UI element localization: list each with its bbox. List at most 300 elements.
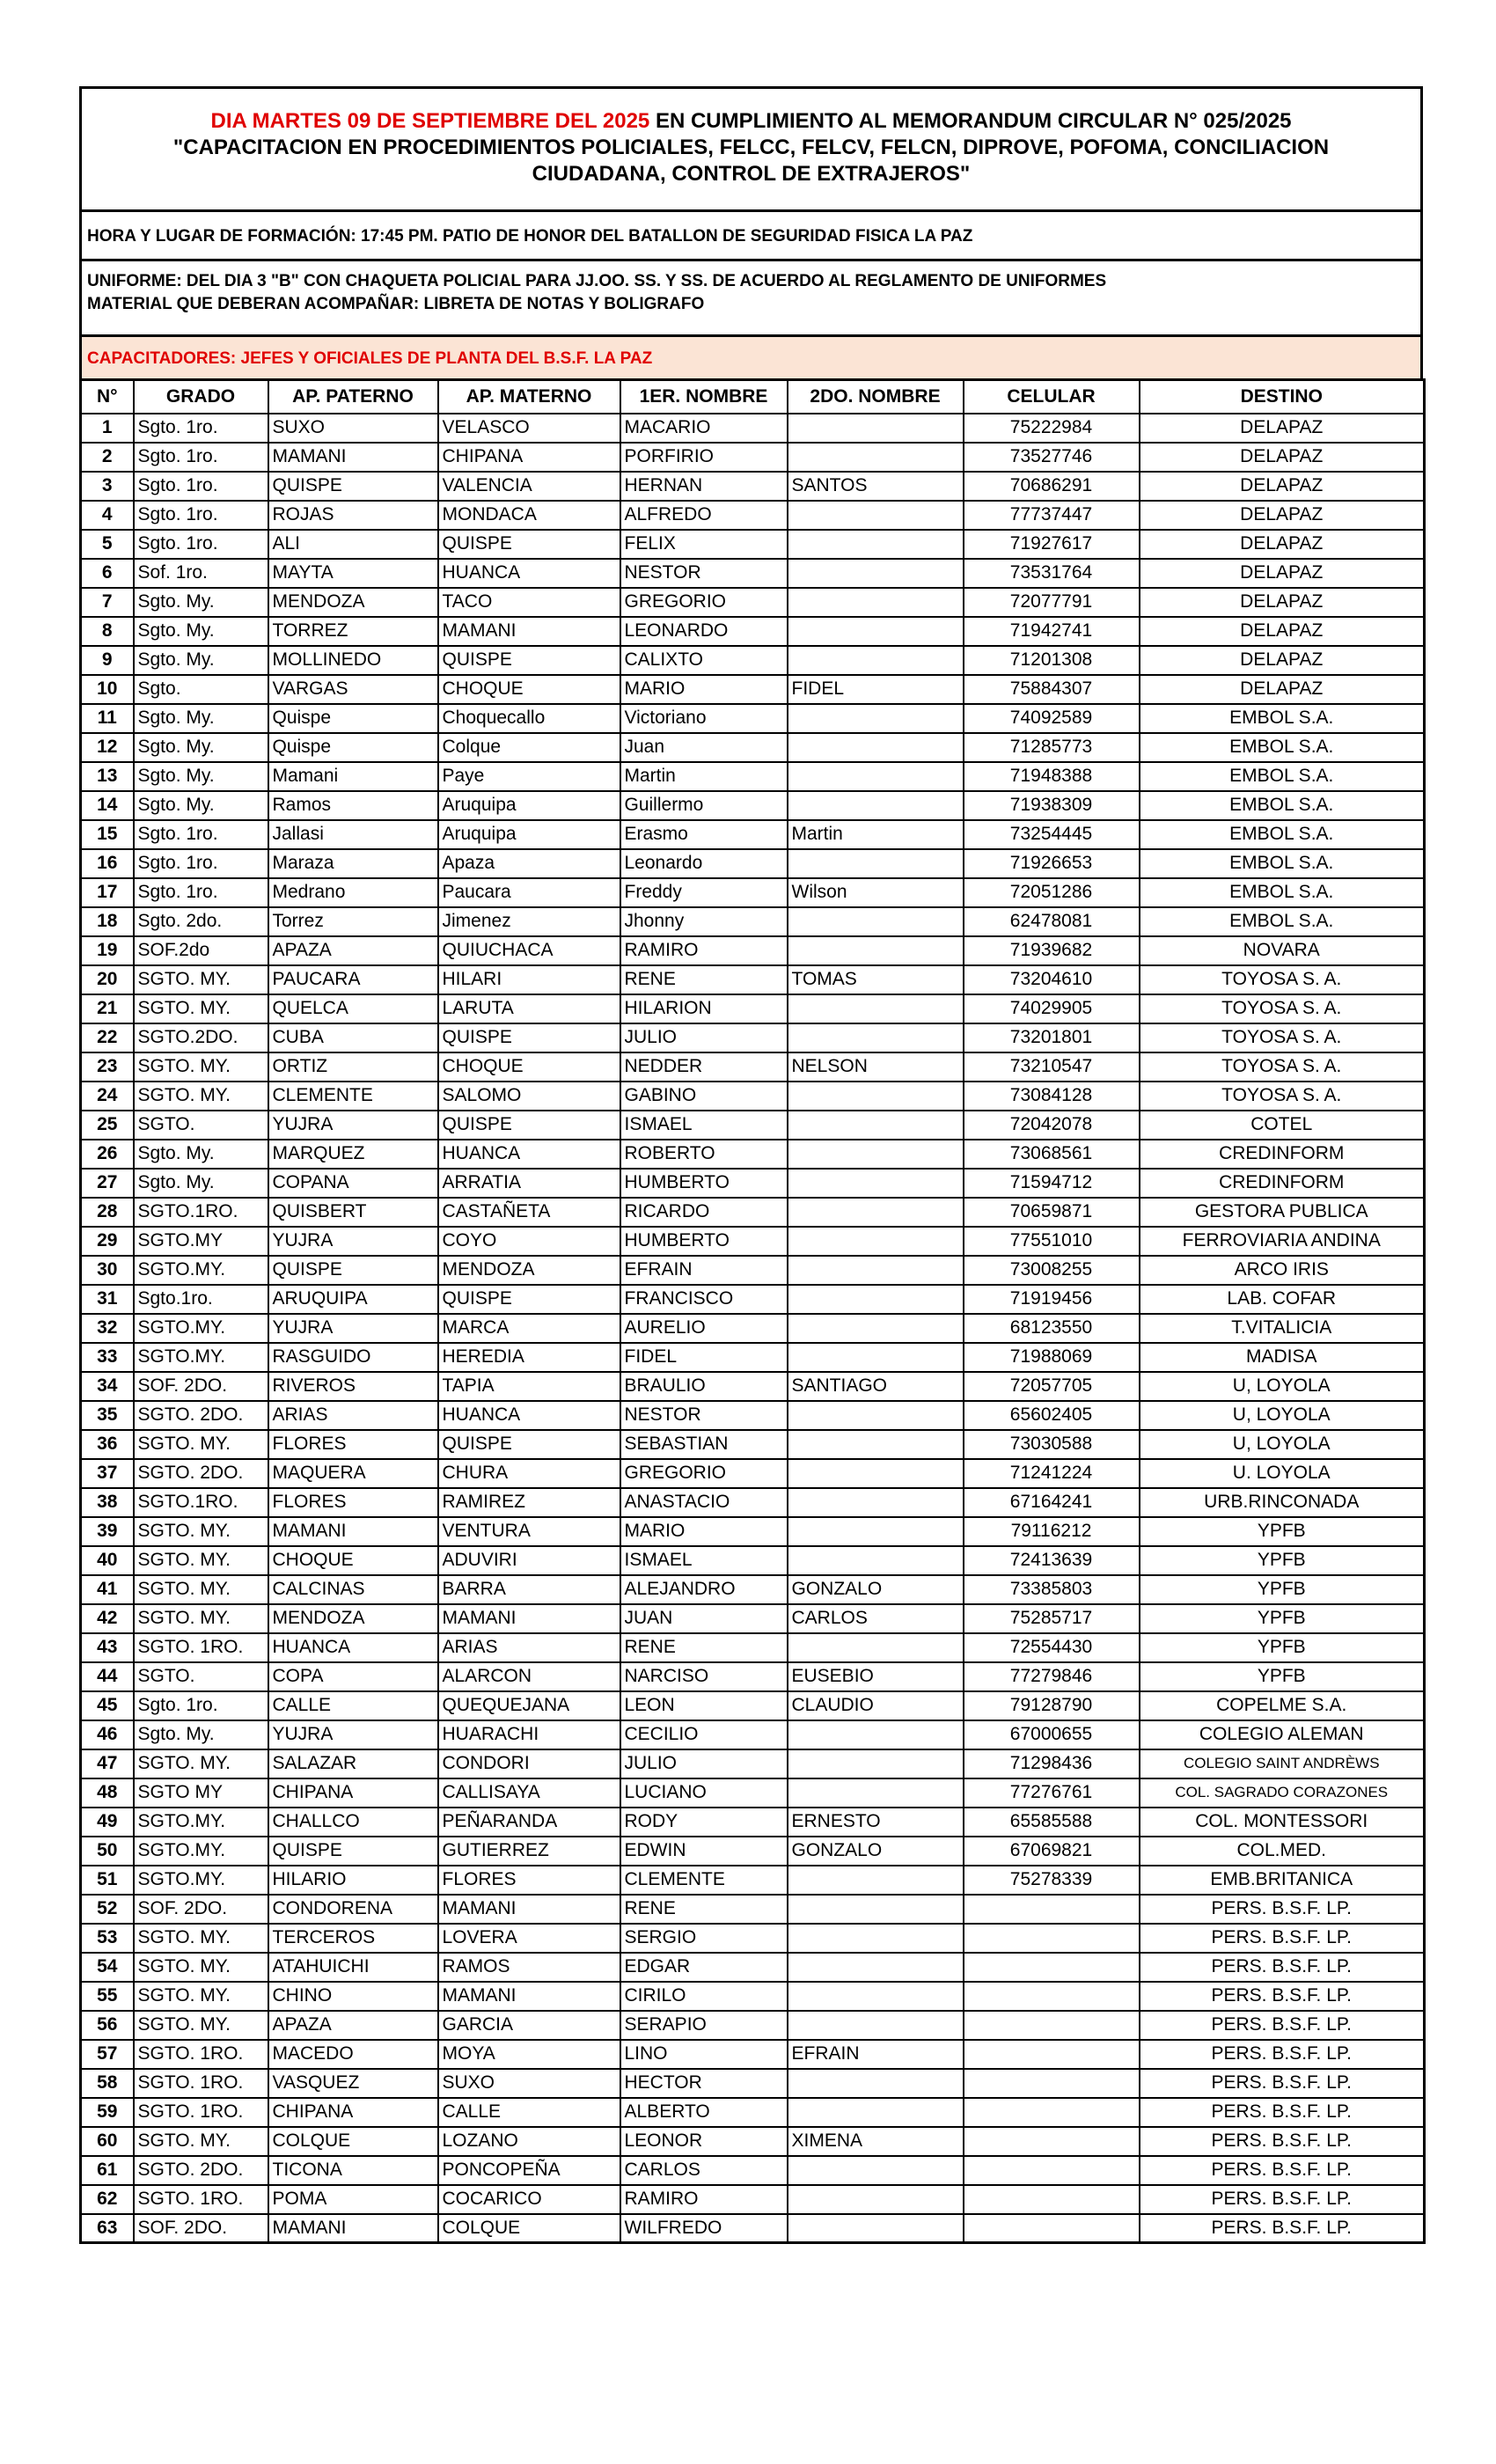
cell-col-number: 36 xyxy=(81,1430,134,1459)
cell-col-destination: DELAPAZ xyxy=(1140,472,1425,501)
cell-col-maternal: MAMANI xyxy=(438,1604,620,1633)
cell-col-paternal: VARGAS xyxy=(268,675,438,704)
cell-col-second-name xyxy=(788,2069,964,2098)
table-row xyxy=(81,936,1425,965)
cell-col-grade: Sgto. 1ro. xyxy=(134,501,268,530)
cell-col-destination: COTEL xyxy=(1140,1111,1425,1140)
table-row xyxy=(81,965,1425,994)
cell-col-paternal: Jallasi xyxy=(268,820,438,849)
cell-col-second-name xyxy=(788,2156,964,2185)
cell-col-second-name xyxy=(788,617,964,646)
cell-col-second-name: SANTOS xyxy=(788,472,964,501)
cell-col-grade: SGTO. 1RO. xyxy=(134,2185,268,2214)
cell-col-second-name xyxy=(788,646,964,675)
cell-col-first-name: RICARDO xyxy=(620,1198,788,1227)
cell-col-paternal: APAZA xyxy=(268,936,438,965)
cell-col-paternal: MAMANI xyxy=(268,2214,438,2243)
cell-col-second-name xyxy=(788,1285,964,1314)
table-row xyxy=(81,1459,1425,1488)
cell-col-second-name xyxy=(788,762,964,791)
cell-col-phone: 74029905 xyxy=(964,994,1140,1023)
cell-col-phone xyxy=(964,2127,1140,2156)
cell-col-first-name: MACARIO xyxy=(620,414,788,443)
table-row xyxy=(81,1401,1425,1430)
cell-col-maternal: QUISPE xyxy=(438,1111,620,1140)
cell-col-destination: ARCO IRIS xyxy=(1140,1256,1425,1285)
cell-col-first-name: JUAN xyxy=(620,1604,788,1633)
cell-col-maternal: COCARICO xyxy=(438,2185,620,2214)
table-row xyxy=(81,1517,1425,1546)
cell-col-grade: SGTO. MY. xyxy=(134,1430,268,1459)
cell-col-paternal: Mamani xyxy=(268,762,438,791)
cell-col-number: 46 xyxy=(81,1720,134,1749)
cell-col-first-name: Victoriano xyxy=(620,704,788,733)
cell-col-second-name xyxy=(788,1459,964,1488)
cell-col-first-name: RENE xyxy=(620,965,788,994)
cell-col-maternal: HUARACHI xyxy=(438,1720,620,1749)
cell-col-grade: Sgto. My. xyxy=(134,791,268,820)
cell-col-number: 40 xyxy=(81,1546,134,1575)
cell-col-second-name xyxy=(788,733,964,762)
cell-col-maternal: COYO xyxy=(438,1227,620,1256)
cell-col-first-name: NARCISO xyxy=(620,1662,788,1691)
cell-col-number: 20 xyxy=(81,965,134,994)
cell-col-grade: Sgto. 2do. xyxy=(134,907,268,936)
cell-col-paternal: TERCEROS xyxy=(268,1924,438,1953)
cell-col-destination: NOVARA xyxy=(1140,936,1425,965)
cell-col-paternal: QUISBERT xyxy=(268,1198,438,1227)
cell-col-paternal: YUJRA xyxy=(268,1111,438,1140)
cell-col-first-name: EDGAR xyxy=(620,1953,788,1982)
table-row xyxy=(81,1285,1425,1314)
table-row xyxy=(81,733,1425,762)
cell-col-maternal: CHURA xyxy=(438,1459,620,1488)
cell-col-second-name xyxy=(788,1430,964,1459)
cell-col-second-name xyxy=(788,1778,964,1808)
cell-col-destination: CREDINFORM xyxy=(1140,1140,1425,1169)
cell-col-phone xyxy=(964,2011,1140,2040)
cell-col-paternal: MAYTA xyxy=(268,559,438,588)
cell-col-maternal: PONCOPEÑA xyxy=(438,2156,620,2185)
material-info: MATERIAL QUE DEBERAN ACOMPAÑAR: LIBRETA DE NOTAS Y BOLIGRAFO xyxy=(87,295,705,313)
table-row xyxy=(81,1488,1425,1517)
cell-col-number: 61 xyxy=(81,2156,134,2185)
cell-col-second-name xyxy=(788,2185,964,2214)
cell-col-destination: COPELME S.A. xyxy=(1140,1691,1425,1720)
cell-col-grade: SGTO. xyxy=(134,1662,268,1691)
cell-col-first-name: RAMIRO xyxy=(620,936,788,965)
cell-col-destination: PERS. B.S.F. LP. xyxy=(1140,1982,1425,2011)
cell-col-maternal: CALLISAYA xyxy=(438,1778,620,1808)
cell-col-maternal: QUISPE xyxy=(438,530,620,559)
cell-col-phone: 71988069 xyxy=(964,1343,1140,1372)
cell-col-paternal: ATAHUICHI xyxy=(268,1953,438,1982)
cell-col-second-name: ERNESTO xyxy=(788,1808,964,1837)
cell-col-paternal: MAMANI xyxy=(268,1517,438,1546)
table-row xyxy=(81,559,1425,588)
cell-col-second-name xyxy=(788,588,964,617)
table-row xyxy=(81,646,1425,675)
cell-col-maternal: CHOQUE xyxy=(438,1052,620,1082)
cell-col-destination: PERS. B.S.F. LP. xyxy=(1140,1895,1425,1924)
cell-col-grade: Sgto.1ro. xyxy=(134,1285,268,1314)
cell-col-grade: Sgto. 1ro. xyxy=(134,443,268,472)
cell-col-grade: SOF. 2DO. xyxy=(134,1372,268,1401)
cell-col-phone: 75884307 xyxy=(964,675,1140,704)
cell-col-number: 29 xyxy=(81,1227,134,1256)
table-row xyxy=(81,1256,1425,1285)
cell-col-second-name xyxy=(788,1111,964,1140)
cell-col-paternal: Torrez xyxy=(268,907,438,936)
cell-col-first-name: JULIO xyxy=(620,1023,788,1052)
cell-col-first-name: NESTOR xyxy=(620,559,788,588)
cell-col-first-name: RAMIRO xyxy=(620,2185,788,2214)
cell-col-second-name xyxy=(788,1256,964,1285)
cell-col-paternal: ORTIZ xyxy=(268,1052,438,1082)
cell-col-paternal: HILARIO xyxy=(268,1866,438,1895)
cell-col-second-name xyxy=(788,791,964,820)
cell-col-grade: SGTO. 1RO. xyxy=(134,2069,268,2098)
cell-col-first-name: ISMAEL xyxy=(620,1546,788,1575)
cell-col-maternal: GUTIERREZ xyxy=(438,1837,620,1866)
cell-col-paternal: COPA xyxy=(268,1662,438,1691)
table-row xyxy=(81,501,1425,530)
cell-col-grade: SGTO. 1RO. xyxy=(134,2098,268,2127)
table-row xyxy=(81,2069,1425,2098)
cell-col-number: 22 xyxy=(81,1023,134,1052)
cell-col-first-name: GABINO xyxy=(620,1082,788,1111)
cell-col-second-name xyxy=(788,2098,964,2127)
cell-col-grade: SOF. 2DO. xyxy=(134,1895,268,1924)
cell-col-phone: 73068561 xyxy=(964,1140,1140,1169)
cell-col-number: 35 xyxy=(81,1401,134,1430)
cell-col-paternal: COPANA xyxy=(268,1169,438,1198)
table-body xyxy=(81,414,1425,2243)
table-row xyxy=(81,675,1425,704)
cell-col-first-name: Freddy xyxy=(620,878,788,907)
cell-col-number: 4 xyxy=(81,501,134,530)
table-row xyxy=(81,1662,1425,1691)
table-row xyxy=(81,1169,1425,1198)
cell-col-maternal: SUXO xyxy=(438,2069,620,2098)
cell-col-maternal: QUIUCHACA xyxy=(438,936,620,965)
cell-col-maternal: QUISPE xyxy=(438,1430,620,1459)
cell-col-first-name: ANASTACIO xyxy=(620,1488,788,1517)
cell-col-grade: SGTO. MY. xyxy=(134,965,268,994)
column-header-col-paternal: AP. PATERNO xyxy=(268,380,438,414)
cell-col-first-name: CIRILO xyxy=(620,1982,788,2011)
cell-col-second-name xyxy=(788,1227,964,1256)
cell-col-paternal: Medrano xyxy=(268,878,438,907)
cell-col-phone: 71948388 xyxy=(964,762,1140,791)
column-header-col-grade: GRADO xyxy=(134,380,268,414)
table-row xyxy=(81,878,1425,907)
table-row xyxy=(81,820,1425,849)
cell-col-phone: 72077791 xyxy=(964,588,1140,617)
cell-col-first-name: HERNAN xyxy=(620,472,788,501)
cell-col-phone xyxy=(964,2069,1140,2098)
table-row xyxy=(81,1982,1425,2011)
cell-col-number: 47 xyxy=(81,1749,134,1778)
cell-col-second-name xyxy=(788,1749,964,1778)
cell-col-second-name xyxy=(788,704,964,733)
cell-col-phone: 67000655 xyxy=(964,1720,1140,1749)
cell-col-paternal: CUBA xyxy=(268,1023,438,1052)
cell-col-second-name: EUSEBIO xyxy=(788,1662,964,1691)
cell-col-destination: PERS. B.S.F. LP. xyxy=(1140,2214,1425,2243)
cell-col-second-name: EFRAIN xyxy=(788,2040,964,2069)
cell-col-number: 39 xyxy=(81,1517,134,1546)
cell-col-phone: 62478081 xyxy=(964,907,1140,936)
cell-col-destination: PERS. B.S.F. LP. xyxy=(1140,2098,1425,2127)
cell-col-maternal: Paye xyxy=(438,762,620,791)
cell-col-first-name: FELIX xyxy=(620,530,788,559)
cell-col-maternal: MARCA xyxy=(438,1314,620,1343)
cell-col-destination: MADISA xyxy=(1140,1343,1425,1372)
cell-col-phone: 72057705 xyxy=(964,1372,1140,1401)
cell-col-second-name: FIDEL xyxy=(788,675,964,704)
cell-col-grade: SGTO. 1RO. xyxy=(134,2040,268,2069)
cell-col-phone: 65585588 xyxy=(964,1808,1140,1837)
cell-col-maternal: HUANCA xyxy=(438,559,620,588)
cell-col-number: 26 xyxy=(81,1140,134,1169)
cell-col-destination: EMBOL S.A. xyxy=(1140,820,1425,849)
table-header-row xyxy=(81,380,1425,414)
cell-col-grade: Sgto. 1ro. xyxy=(134,1691,268,1720)
cell-col-number: 34 xyxy=(81,1372,134,1401)
cell-col-maternal: QUEQUEJANA xyxy=(438,1691,620,1720)
table-row xyxy=(81,1778,1425,1808)
cell-col-first-name: CARLOS xyxy=(620,2156,788,2185)
cell-col-second-name xyxy=(788,1198,964,1227)
cell-col-second-name xyxy=(788,1866,964,1895)
cell-col-paternal: MACEDO xyxy=(268,2040,438,2069)
cell-col-grade: Sgto. 1ro. xyxy=(134,414,268,443)
cell-col-maternal: BARRA xyxy=(438,1575,620,1604)
cell-col-destination: YPFB xyxy=(1140,1517,1425,1546)
cell-col-first-name: EFRAIN xyxy=(620,1256,788,1285)
cell-col-destination: DELAPAZ xyxy=(1140,646,1425,675)
cell-col-number: 48 xyxy=(81,1778,134,1808)
cell-col-paternal: CLEMENTE xyxy=(268,1082,438,1111)
cell-col-paternal: QUISPE xyxy=(268,1837,438,1866)
cell-col-maternal: ARIAS xyxy=(438,1633,620,1662)
cell-col-second-name xyxy=(788,1401,964,1430)
cell-col-phone: 71939682 xyxy=(964,936,1140,965)
cell-col-phone: 68123550 xyxy=(964,1314,1140,1343)
cell-col-phone: 72554430 xyxy=(964,1633,1140,1662)
cell-col-number: 11 xyxy=(81,704,134,733)
table-row xyxy=(81,1198,1425,1227)
cell-col-first-name: WILFREDO xyxy=(620,2214,788,2243)
table-row xyxy=(81,1140,1425,1169)
cell-col-second-name xyxy=(788,530,964,559)
cell-col-second-name: Wilson xyxy=(788,878,964,907)
cell-col-destination: COLEGIO SAINT ANDRÈWS xyxy=(1140,1749,1425,1778)
cell-col-number: 3 xyxy=(81,472,134,501)
cell-col-number: 41 xyxy=(81,1575,134,1604)
cell-col-maternal: Choquecallo xyxy=(438,704,620,733)
cell-col-number: 27 xyxy=(81,1169,134,1198)
cell-col-second-name: XIMENA xyxy=(788,2127,964,2156)
cell-col-number: 17 xyxy=(81,878,134,907)
cell-col-number: 43 xyxy=(81,1633,134,1662)
cell-col-number: 12 xyxy=(81,733,134,762)
cell-col-paternal: ARUQUIPA xyxy=(268,1285,438,1314)
table-row xyxy=(81,1749,1425,1778)
cell-col-first-name: LEONARDO xyxy=(620,617,788,646)
cell-col-maternal: QUISPE xyxy=(438,646,620,675)
table-row xyxy=(81,791,1425,820)
cell-col-first-name: RENE xyxy=(620,1895,788,1924)
cell-col-destination: LAB. COFAR xyxy=(1140,1285,1425,1314)
cell-col-phone: 72051286 xyxy=(964,878,1140,907)
cell-col-paternal: CHIPANA xyxy=(268,1778,438,1808)
cell-col-maternal: HUANCA xyxy=(438,1401,620,1430)
cell-col-grade: Sgto. My. xyxy=(134,617,268,646)
cell-col-destination: YPFB xyxy=(1140,1633,1425,1662)
date-line xyxy=(117,108,1385,135)
table-row xyxy=(81,1052,1425,1082)
cell-col-first-name: GREGORIO xyxy=(620,1459,788,1488)
cell-col-second-name: TOMAS xyxy=(788,965,964,994)
uniform-info: UNIFORME: DEL DIA 3 "B" CON CHAQUETA POLICIAL PARA JJ.OO. SS. Y SS. DE ACUERDO AL REGLAMENTO DE UNIFORMES xyxy=(87,272,1107,290)
cell-col-grade: Sgto. My. xyxy=(134,733,268,762)
table-row xyxy=(81,1895,1425,1924)
table-row xyxy=(81,1430,1425,1459)
cell-col-grade: SGTO.1RO. xyxy=(134,1198,268,1227)
cell-col-first-name: SERAPIO xyxy=(620,2011,788,2040)
cell-col-number: 42 xyxy=(81,1604,134,1633)
cell-col-paternal: QUISPE xyxy=(268,1256,438,1285)
cell-col-first-name: ALFREDO xyxy=(620,501,788,530)
cell-col-paternal: YUJRA xyxy=(268,1227,438,1256)
cell-col-maternal: VELASCO xyxy=(438,414,620,443)
cell-col-destination: TOYOSA S. A. xyxy=(1140,965,1425,994)
cell-col-destination: YPFB xyxy=(1140,1604,1425,1633)
cell-col-phone: 71285773 xyxy=(964,733,1140,762)
cell-col-second-name: GONZALO xyxy=(788,1837,964,1866)
cell-col-paternal: ALI xyxy=(268,530,438,559)
cell-col-phone xyxy=(964,2185,1140,2214)
cell-col-maternal: VENTURA xyxy=(438,1517,620,1546)
cell-col-phone: 79116212 xyxy=(964,1517,1140,1546)
cell-col-first-name: Martin xyxy=(620,762,788,791)
cell-col-phone: 70659871 xyxy=(964,1198,1140,1227)
cell-col-paternal: MAQUERA xyxy=(268,1459,438,1488)
cell-col-destination: PERS. B.S.F. LP. xyxy=(1140,2040,1425,2069)
cell-col-first-name: RENE xyxy=(620,1633,788,1662)
cell-col-grade: SGTO. MY. xyxy=(134,1604,268,1633)
cell-col-grade: SGTO. MY. xyxy=(134,2127,268,2156)
cell-col-maternal: MAMANI xyxy=(438,1982,620,2011)
cell-col-first-name: GREGORIO xyxy=(620,588,788,617)
cell-col-first-name: Juan xyxy=(620,733,788,762)
cell-col-phone: 67164241 xyxy=(964,1488,1140,1517)
cell-col-second-name: CARLOS xyxy=(788,1604,964,1633)
table-row xyxy=(81,530,1425,559)
cell-col-first-name: AURELIO xyxy=(620,1314,788,1343)
cell-col-grade: SGTO. xyxy=(134,1111,268,1140)
cell-col-destination: DELAPAZ xyxy=(1140,501,1425,530)
cell-col-paternal: CHINO xyxy=(268,1982,438,2011)
table-row xyxy=(81,2127,1425,2156)
cell-col-grade: SGTO. MY. xyxy=(134,1749,268,1778)
table-row xyxy=(81,1808,1425,1837)
cell-col-maternal: CALLE xyxy=(438,2098,620,2127)
cell-col-phone: 73210547 xyxy=(964,1052,1140,1082)
cell-col-destination: CREDINFORM xyxy=(1140,1169,1425,1198)
table-row xyxy=(81,1111,1425,1140)
cell-col-first-name: BRAULIO xyxy=(620,1372,788,1401)
cell-col-destination: EMBOL S.A. xyxy=(1140,907,1425,936)
cell-col-second-name xyxy=(788,1633,964,1662)
cell-col-number: 38 xyxy=(81,1488,134,1517)
cell-col-number: 56 xyxy=(81,2011,134,2040)
table-row xyxy=(81,1546,1425,1575)
cell-col-maternal: LOZANO xyxy=(438,2127,620,2156)
cell-col-first-name: ALEJANDRO xyxy=(620,1575,788,1604)
cell-col-maternal: RAMOS xyxy=(438,1953,620,1982)
cell-col-first-name: PORFIRIO xyxy=(620,443,788,472)
cell-col-number: 53 xyxy=(81,1924,134,1953)
cell-col-destination: FERROVIARIA ANDINA xyxy=(1140,1227,1425,1256)
cell-col-phone xyxy=(964,1895,1140,1924)
cell-col-grade: SGTO. MY. xyxy=(134,1082,268,1111)
cell-col-second-name xyxy=(788,501,964,530)
cell-col-destination: PERS. B.S.F. LP. xyxy=(1140,2156,1425,2185)
cell-col-phone: 71926653 xyxy=(964,849,1140,878)
table-row xyxy=(81,1720,1425,1749)
cell-col-number: 49 xyxy=(81,1808,134,1837)
cell-col-first-name: HUMBERTO xyxy=(620,1227,788,1256)
cell-col-paternal: MENDOZA xyxy=(268,1604,438,1633)
cell-col-maternal: ARRATIA xyxy=(438,1169,620,1198)
cell-col-destination: DELAPAZ xyxy=(1140,443,1425,472)
table-row xyxy=(81,907,1425,936)
cell-col-second-name xyxy=(788,1924,964,1953)
cell-col-grade: SOF. 2DO. xyxy=(134,2214,268,2243)
table-row xyxy=(81,2011,1425,2040)
cell-col-first-name: CLEMENTE xyxy=(620,1866,788,1895)
cell-col-destination: YPFB xyxy=(1140,1662,1425,1691)
cell-col-paternal: FLORES xyxy=(268,1430,438,1459)
cell-col-maternal: LARUTA xyxy=(438,994,620,1023)
cell-col-phone: 75278339 xyxy=(964,1866,1140,1895)
cell-col-paternal: RIVEROS xyxy=(268,1372,438,1401)
table-row xyxy=(81,1953,1425,1982)
cell-col-second-name xyxy=(788,1314,964,1343)
cell-col-second-name xyxy=(788,443,964,472)
cell-col-phone xyxy=(964,2156,1140,2185)
cell-col-phone: 77276761 xyxy=(964,1778,1140,1808)
cell-col-paternal: APAZA xyxy=(268,2011,438,2040)
cell-col-phone: 75222984 xyxy=(964,414,1140,443)
cell-col-destination: PERS. B.S.F. LP. xyxy=(1140,1953,1425,1982)
cell-col-number: 19 xyxy=(81,936,134,965)
cell-col-maternal: QUISPE xyxy=(438,1285,620,1314)
cell-col-grade: SGTO. 1RO. xyxy=(134,1633,268,1662)
cell-col-paternal: YUJRA xyxy=(268,1314,438,1343)
cell-col-grade: SGTO.MY xyxy=(134,1227,268,1256)
cell-col-phone: 71298436 xyxy=(964,1749,1140,1778)
cell-col-number: 10 xyxy=(81,675,134,704)
cell-col-number: 18 xyxy=(81,907,134,936)
column-header-col-destination: DESTINO xyxy=(1140,380,1425,414)
cell-col-number: 54 xyxy=(81,1953,134,1982)
cell-col-grade: SGTO. MY. xyxy=(134,994,268,1023)
table-row xyxy=(81,443,1425,472)
